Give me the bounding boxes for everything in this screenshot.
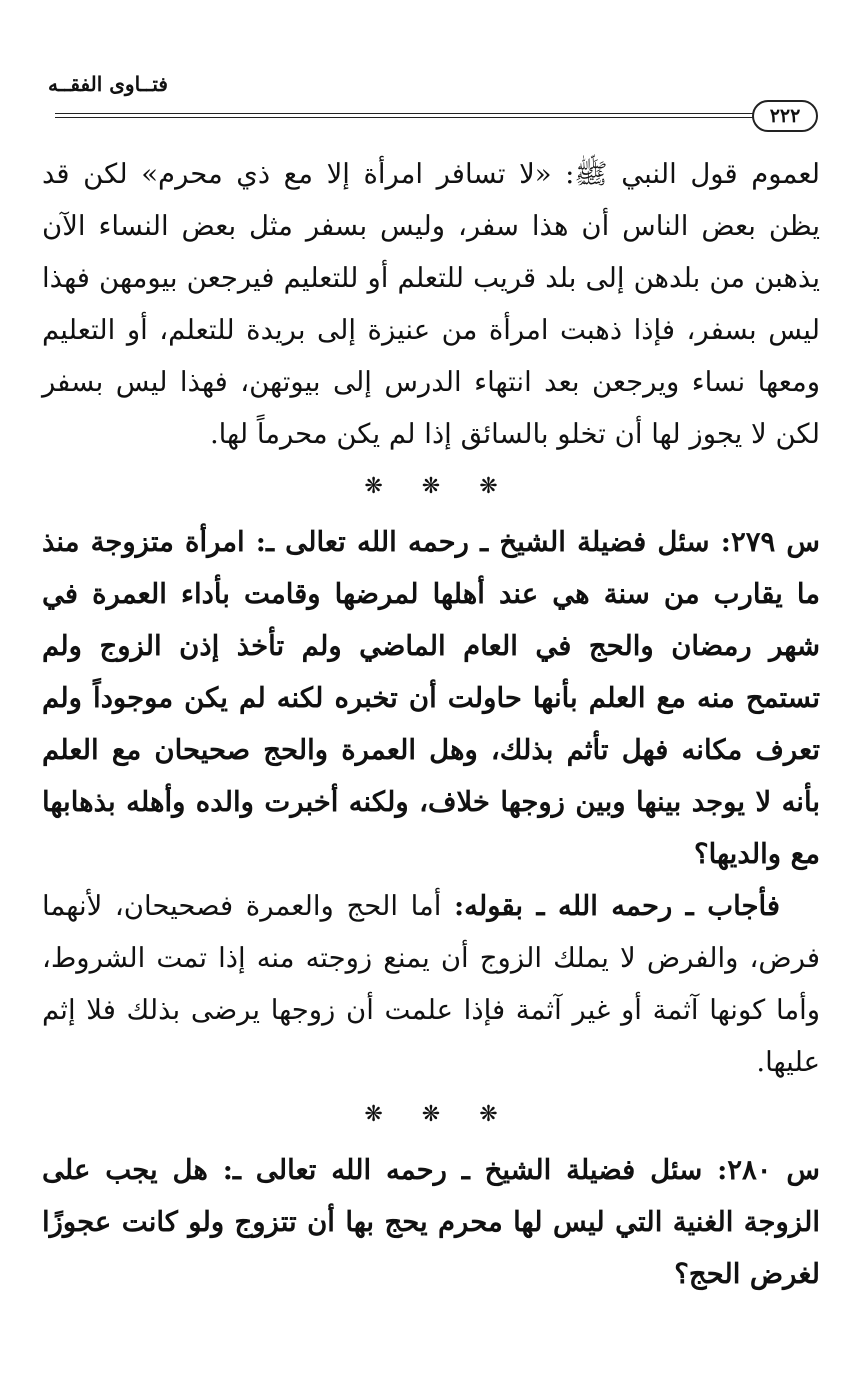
question-number: س ٢٨٠: — [717, 1154, 820, 1186]
question-text: سئل فضيلة الشيخ ـ رحمه الله تعالى ـ: امرأة متزوجة منذ ما يقارب من سنة هي عند أهلها لمرضها وقامت بأداء العمرة في شهر رمضان والحج في العام الماضي ولم تأخذ إذن الزوج ولم تستمح منه مع العلم بأنها حاولت أن تخبره لكنه لم يكن موجوداً ولم تعرف مكانه فهل تأثم بذلك، وهل العمرة والحج صحيحان مع العلم بأنه لا يوجد بينها وبين زوجها خلاف، ولكنه أخبرت والده وأهله بذهابها مع والديها؟ — [42, 526, 820, 870]
running-title: فتــاوى الفقــه — [47, 72, 168, 96]
page-number: ٢٢٢ — [752, 100, 818, 132]
star-ornament-icon: ❋ — [364, 474, 383, 499]
answer-279 — [42, 880, 820, 1088]
answer-label: فأجاب ـ رحمه الله ـ بقوله: — [453, 890, 780, 922]
star-ornament-icon: ❋ — [479, 474, 498, 499]
star-ornament-icon: ❋ — [479, 1102, 498, 1127]
section-separator — [42, 462, 820, 512]
section-separator — [42, 1090, 820, 1140]
page-body — [42, 148, 820, 1300]
question-279 — [42, 516, 820, 880]
question-text: سئل فضيلة الشيخ ـ رحمه الله تعالى ـ: هل يجب على الزوجة الغنية التي ليس لها محرم يحج بها أن تتزوج ولو كانت عجوزًا لغرض الحج؟ — [42, 1154, 820, 1290]
star-ornament-icon: ❋ — [421, 1102, 441, 1127]
paragraph-continuation: لعموم قول النبي ﷺ: «لا تسافر امرأة إلا مع ذي محرم» لكن قد يظن بعض الناس أن هذا سفر، وليس بسفر مثل بعض النساء الآن يذهبن من بلدهن إلى بلد قريب للتعلم أو للتعليم فيرجعن بيومهن فهذا ليس بسفر، فإذا ذهبت امرأة من عنيزة إلى بريدة للتعلم، أو التعليم ومعها نساء ويرجعن بعد انتهاء الدرس إلى بيوتهن، فهذا ليس بسفر لكن لا يجوز لها أن تخلو بالسائق إذا لم يكن محرماً لها. — [42, 158, 820, 450]
star-ornament-icon: ❋ — [364, 1102, 383, 1127]
question-number: س ٢٧٩: — [720, 526, 820, 558]
question-280 — [42, 1144, 820, 1300]
header-double-rule — [55, 113, 755, 118]
star-ornament-icon: ❋ — [421, 474, 441, 499]
answer-text: أما الحج والعمرة فصحيحان، لأنهما فرض، والفرض لا يملك الزوج أن يمنع زوجته منه إذا تمت الشروط، وأما كونها آثمة أو غير آثمة فإذا علمت أن زوجها يرضى بذلك فلا إثم عليها. — [42, 890, 820, 1078]
